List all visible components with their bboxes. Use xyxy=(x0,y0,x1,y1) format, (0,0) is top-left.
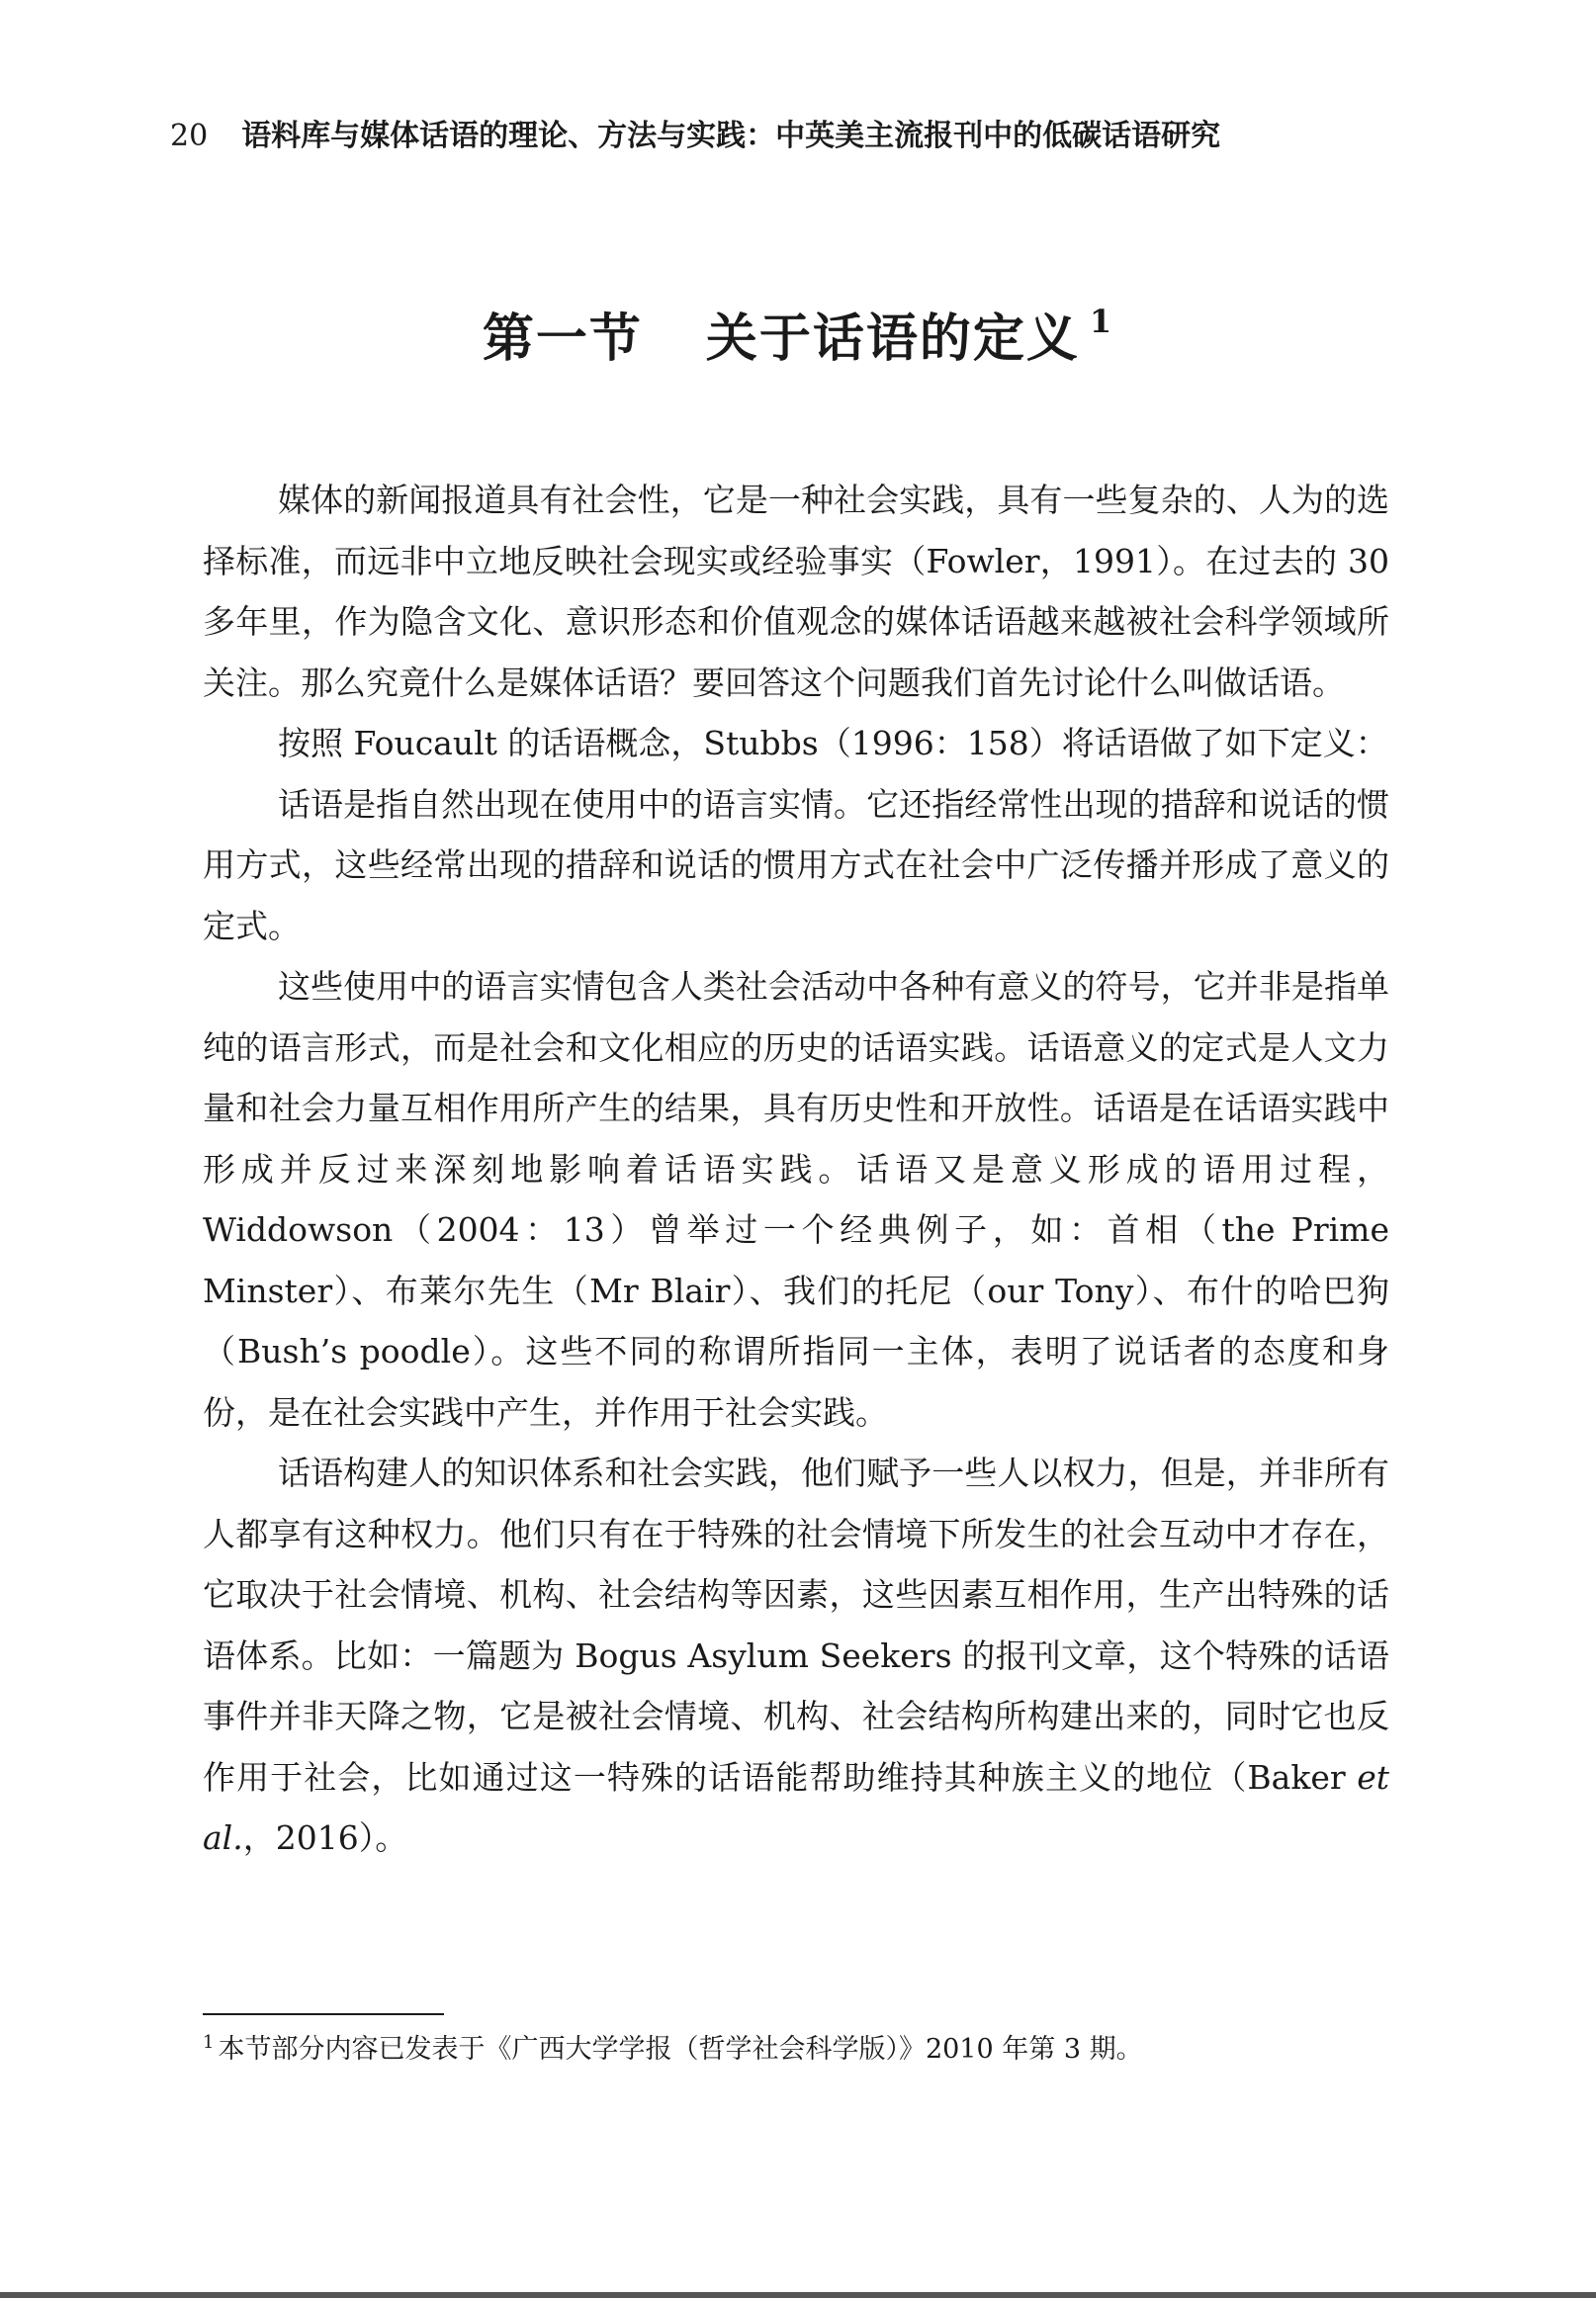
paragraph-3: 这些使用中的语言实情包含人类社会活动中各种有意义的符号，它并非是指单纯的语言形式，而是社会和文化相应的历史的话语实践。话语意义的定式是人文力量和社会力量互相作用所产生的结果，具有历史性和开放性。话语是在话语实践中形成并反过来深刻地影响着话语实践。话语又是意义形成的语用过程，Widdowson（2004：13）曾举过一个经典例子，如：首相（the Prime Minster）、布莱尔先生（Mr Blair）、我们的托尼（our Tony）、布什的哈巴狗（Bush’s poodle）。这些不同的称谓所指同一主体，表明了说话者的态度和身份，是在社会实践中产生，并作用于社会实践。 xyxy=(203,967,1389,1432)
paragraph-1: 媒体的新闻报道具有社会性，它是一种社会实践，具有一些复杂的、人为的选择标准，而远非中立地反映社会现实或经验事实（Fowler，1991）。在过去的 30 多年里，作为隐含文化、意识形态和价值观念的媒体话语越来越被社会科学领域所关注。那么究竟什么是媒体话语？要回答这个问题我们首先讨论什么叫做话语。 xyxy=(203,481,1389,702)
page-number: 20 xyxy=(170,119,209,153)
footnote-marker: 1 xyxy=(1089,303,1114,340)
section-title xyxy=(0,287,1596,374)
paragraph-4 xyxy=(203,1443,1389,1869)
block-quote: 话语是指自然出现在使用中的语言实情。它还指经常性出现的措辞和说话的惯用方式，这些经常出现的措辞和说话的惯用方式在社会中广泛传播并形成了意义的定式。 xyxy=(203,784,1389,945)
citation-etal: et al. xyxy=(203,1757,1389,1857)
citation-tail: ，2016）。 xyxy=(242,1818,408,1857)
footnote-number: 1 xyxy=(203,2032,215,2053)
body-text xyxy=(203,470,1389,1869)
paragraph-2: 按照 Foucault 的话语概念，Stubbs（1996：158）将话语做了如下定义： xyxy=(278,724,1388,762)
footnote-text: 本节部分内容已发表于《广西大学学报（哲学社会科学版）》2010 年第 3 期。 xyxy=(218,2034,1143,2065)
section-number: 第一节 xyxy=(482,309,643,369)
paragraph-4-text: 话语构建人的知识体系和社会实践，他们赋予一些人以权力，但是，并非所有人都享有这种权力。他们只有在于特殊的社会情境下所发生的社会互动中才存在，它取决于社会情境、机构、社会结构等因素，这些因素互相作用，生产出特殊的话语体系。比如：一篇题为 Bogus Asylum Seekers 的报刊文章，这个特殊的话语事件并非天降之物，它是被社会情境、机构、社会结构所构建出来的，同时它也反作用于社会，比如通过这一特殊的话语能帮助维持其种族主义的地位（Baker xyxy=(203,1454,1389,1797)
running-head xyxy=(170,117,1220,156)
footnote xyxy=(203,2023,1389,2070)
book-title: 语料库与媒体话语的理论、方法与实践：中英美主流报刊中的低碳话语研究 xyxy=(241,119,1221,153)
footnote-divider xyxy=(203,2013,444,2015)
page-bottom-edge xyxy=(0,2292,1596,2298)
section-title-text: 关于话语的定义 xyxy=(705,309,1080,369)
